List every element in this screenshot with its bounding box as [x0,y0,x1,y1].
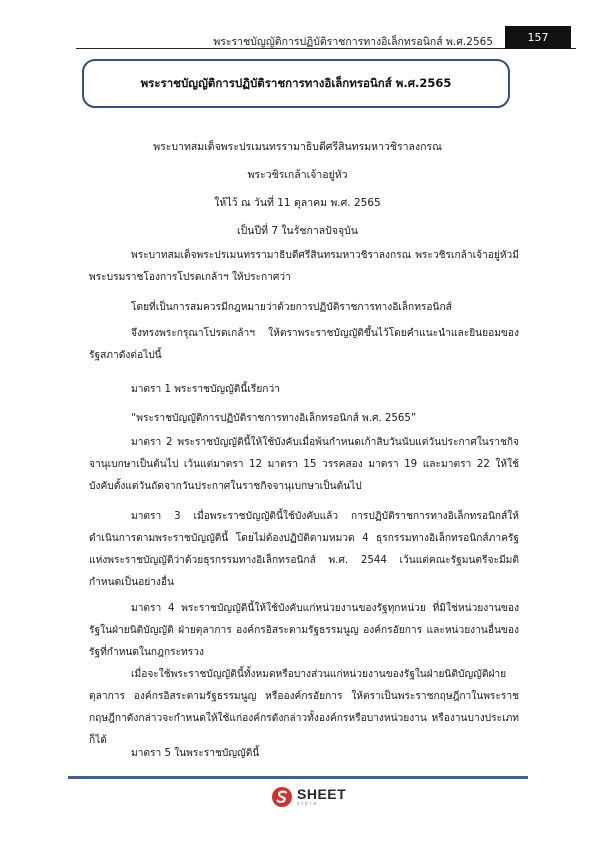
paragraph-text: เมื่อจะใช้พระราชบัญญัตินี้ทั้งหมดหรือบางส่วนแก่หน่วยงานของรัฐในฝ่ายนิติบัญญัติฝ่ายตุลาการ องค์กรอิสระตามรัฐธรรมนูญ หรือองค์กรอัยการ ให้ตราเป็นพระราชกฤษฎีกาในพระราชกฤษฎีกาดังกล่าวจะกำหนดให้ใช้แก่องค์กรดังกล่าวทั้งองค์กรหรือบางหน่วยงาน หรืองานบางประเภทก็ได้ [89,669,519,746]
document-title: พระราชบัญญัติการปฏิบัติราชการทางอิเล็กทรอนิกส์ พ.ศ.2565 [140,75,452,90]
logo-subtext: store [297,801,319,807]
paragraph-text: จึงทรงพระกรุณาโปรดเกล้าฯ ให้ตราพระราชบัญญัติขึ้นไว้โดยคำแนะนำและยินยอมของรัฐสภาดังต่อไปนี้ [89,328,519,361]
paragraph-text: มาตรา 2 พระราชบัญญัตินี้ให้ใช้บังคับเมื่อพ้นกำหนดเก้าสิบวันนับแต่วันประกาศในราชกิจจานุเบกษาเป็นต้นไป เว้นแต่มาตรา 12 มาตรา 15 วรรคสอง มาตรา 19 และมาตรา 22 ให้ใช้บังคับตั้งแต่วันถัดจากวันประกาศในราชกิจจานุเบกษาเป็นต้นไป [89,437,519,492]
paragraph-text: พระบาทสมเด็จพระปรเมนทรรามาธิบดีศรีสินทรมหาวชิราลงกรณ พระวชิรเกล้าเจ้าอยู่หัวมีพระบรมราชโองการโปรดเกล้าฯ ให้ประกาศว่า [89,250,519,283]
running-header-title: พระราชบัญญัติการปฏิบัติราชการทางอิเล็กทรอนิกส์ พ.ศ.2565 [213,36,493,48]
document-title-box [82,59,510,108]
section-5: มาตรา 5 ในพระราชบัญญัตินี้ [131,748,260,759]
sheet-logo-icon [271,786,293,808]
page-number-box [505,26,571,49]
page-number: 157 [527,31,549,44]
preamble-line-1: พระบาทสมเด็จพระปรเมนทรรามาธิบดีศรีสินทรมหาวชิราลงกรณ [153,141,442,153]
preamble-line-3: ให้ไว้ ณ วันที่ 11 ตุลาคม พ.ศ. 2565 [214,197,381,209]
logo-wordmark: SHEET [297,786,347,802]
section-4 [89,598,519,664]
preamble-line-2: พระวชิรเกล้าเจ้าอยู่หัว [247,169,348,181]
paragraph-text: มาตรา 3 เมื่อพระราชบัญญัตินี้ใช้บังคับแล้ว การปฏิบัติราชการทางอิเล็กทรอนิกส์ให้ดำเนินการตามพระราชบัญญัตินี้ โดยไม่ต้องปฏิบัติตามหมวด 4 ธุรกรรมทางอิเล็กทรอนิกส์ภาครัฐแห่งพระราชบัญญัติว่าด้วยธุรกรรมทางอิเล็กทรอนิกส์ พ.ศ. 2544 เว้นแต่คณะรัฐมนตรีจะมีมติกำหนดเป็นอย่างอื่น [89,511,519,588]
section-2 [89,432,519,498]
preamble-line-4: เป็นปีที่ 7 ในรัชกาลปัจจุบัน [237,225,358,237]
section-3 [89,506,519,594]
sheet-store-logo [271,786,346,808]
paragraph-enactment [89,323,519,367]
section-4-paragraph-2 [89,664,519,752]
section-1-title: “พระราชบัญญัติการปฏิบัติราชการทางอิเล็กทรอนิกส์ พ.ศ. 2565” [131,413,417,424]
paragraph-text: มาตรา 4 พระราชบัญญัตินี้ให้ใช้บังคับแก่หน่วยงานของรัฐทุกหน่วย ที่มิใช่หน่วยงานของรัฐในฝ่ายนิติบัญญัติ ฝ่ายตุลาการ องค์กรอิสระตามรัฐธรรมนูญ องค์กรอัยการ และหน่วยงานอื่นของรัฐที่กำหนดในกฎกระทรวง [89,603,519,658]
footer-rule [68,776,528,779]
section-1: มาตรา 1 พระราชบัญญัตินี้เรียกว่า [131,384,280,395]
paragraph-whereas: โดยที่เป็นการสมควรมีกฎหมายว่าด้วยการปฏิบัติราชการทางอิเล็กทรอนิกส์ [131,302,452,313]
header-rule [76,48,576,49]
paragraph-royal-command [89,245,519,289]
